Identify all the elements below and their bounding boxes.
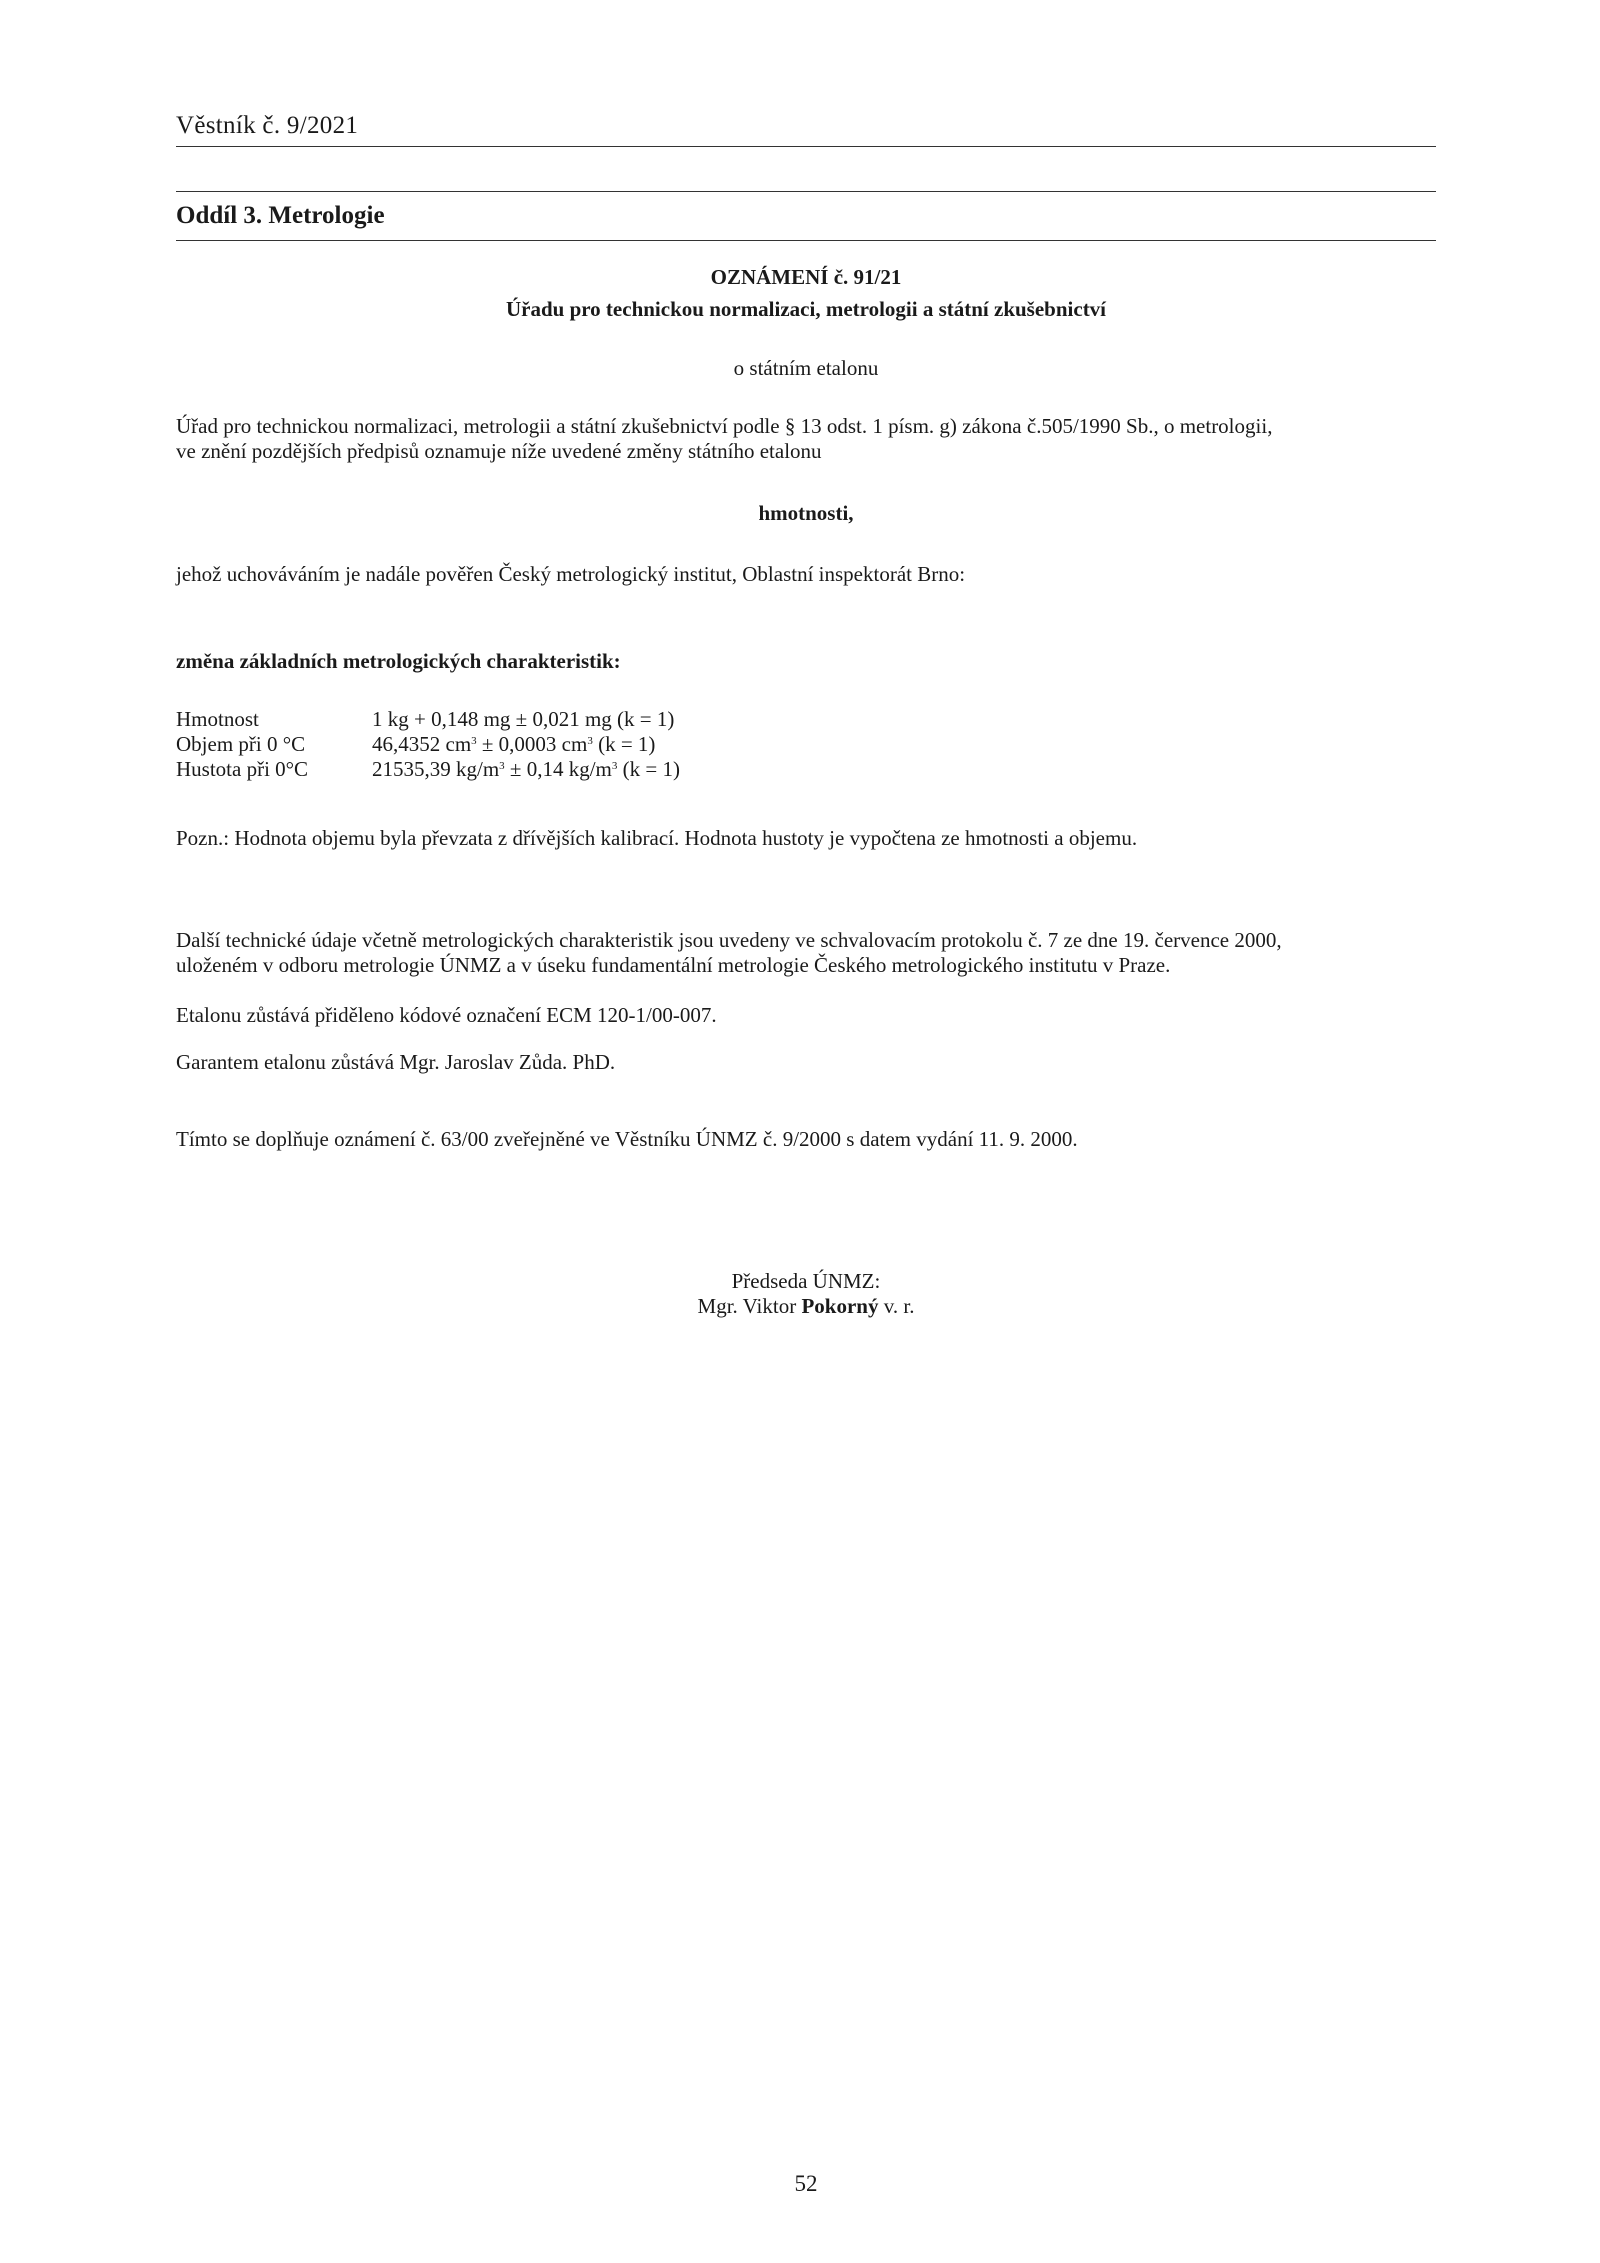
signature-block xyxy=(176,1269,1436,1319)
standard-name: hmotnosti, xyxy=(758,501,854,525)
further-details-paragraph xyxy=(176,928,1436,978)
characteristic-value: 1 kg + 0,148 mg ± 0,021 mg (k = 1) xyxy=(372,707,675,731)
announcement-issuer: Úřadu pro technickou normalizaci, metrologii a státní zkušebnictví xyxy=(505,297,1107,321)
custodian-paragraph: jehož uchováváním je nadále pověřen Český metrologický institut, Oblastní inspektorát Brno: xyxy=(176,562,966,586)
signature-role: Předseda ÚNMZ: xyxy=(731,1269,881,1293)
page-number: 52 xyxy=(794,2171,818,2196)
characteristic-value: 21535,39 $kg/m^3 \pm 0,14$ $kg/m^3$ (k = 1) xyxy=(372,757,680,781)
further-details-line: Další technické údaje včetně metrologických charakteristik jsou uvedeny ve schvalovacím protokolu č. 7 ze dne 19. července 2000, xyxy=(176,928,1282,952)
characteristic-label: Objem při 0 °C xyxy=(176,732,306,756)
guarantor-paragraph: Garantem etalonu zůstává Mgr. Jaroslav Zůda. PhD. xyxy=(176,1050,616,1074)
running-header: Věstník č. 9/2021 xyxy=(176,112,359,139)
announcement-subject: o státním etalonu xyxy=(733,356,879,380)
characteristic-label: Hmotnost xyxy=(176,707,259,731)
announcement-title: OZNÁMENÍ č. 91/21 xyxy=(710,265,902,289)
characteristics-heading: změna základních metrologických charakteristik: xyxy=(176,649,621,673)
section-bottom-rule xyxy=(176,240,1436,241)
intro-paragraph xyxy=(176,414,1436,464)
intro-line: ve znění pozdějších předpisů oznamuje níže uvedené změny státního etalonu xyxy=(176,439,822,463)
section-top-rule xyxy=(176,191,1436,192)
characteristic-row-mass xyxy=(176,707,680,732)
characteristic-value: 46,4352 $cm^3 \pm 0,0003$ $cm^3$ (k = 1) xyxy=(372,732,656,756)
characteristics-table xyxy=(176,707,680,782)
signature-name: Mgr. Viktor Pokorný v. r. xyxy=(697,1294,915,1318)
characteristic-row-density xyxy=(176,757,680,782)
characteristic-label: Hustota při 0°C xyxy=(176,757,309,781)
code-paragraph: Etalonu zůstává přiděleno kódové označení ECM 120-1/00-007. xyxy=(176,1003,717,1027)
further-details-line: uloženém v odboru metrologie ÚNMZ a v úseku fundamentální metrologie Českého metrologického institutu v Praze. xyxy=(176,953,1171,977)
intro-line: Úřad pro technickou normalizaci, metrologii a státní zkušebnictví podle § 13 odst. 1 písm. g) zákona č.505/1990 Sb., o metrologii, xyxy=(176,414,1273,438)
header-rule xyxy=(176,146,1436,147)
document-page xyxy=(176,0,1436,2263)
note-paragraph: Pozn.: Hodnota objemu byla převzata z dřívějších kalibrací. Hodnota hustoty je vypočtena ze hmotnosti a objemu. xyxy=(176,826,1138,850)
section-title: Oddíl 3. Metrologie xyxy=(176,202,385,229)
characteristic-row-volume xyxy=(176,732,680,757)
supplement-paragraph: Tímto se doplňuje oznámení č. 63/00 zveřejněné ve Věstníku ÚNMZ č. 9/2000 s datem vydání 11. 9. 2000. xyxy=(176,1127,1078,1151)
